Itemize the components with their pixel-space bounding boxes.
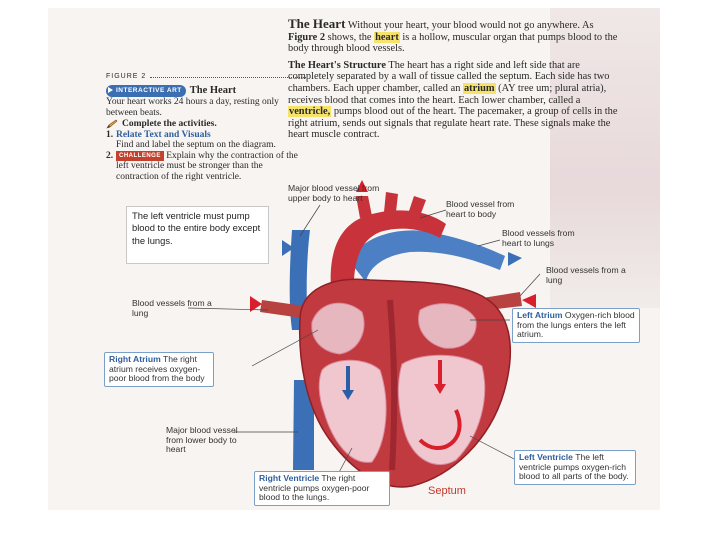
p1-part-b: shows, the xyxy=(325,31,375,43)
right-atrium-box xyxy=(104,352,214,387)
answer-callout: The left ventricle must pump blood to the entire body except the lungs. xyxy=(126,206,269,264)
right-atrium-desc: The right atrium receives oxygen-poor blood from the body xyxy=(109,354,205,384)
pulmonary-artery xyxy=(350,230,505,282)
leader-lung-left xyxy=(520,274,540,296)
leader-left-ventricle xyxy=(470,436,516,460)
label-major-lower: Major blood vessel from lower body to heart xyxy=(166,425,238,455)
label-to-lungs: Blood vessels from heart to lungs xyxy=(502,228,575,248)
left-atrium-name: Left Atrium xyxy=(517,310,563,320)
label-from-lung-right: Blood vessels from a lung xyxy=(132,298,212,318)
left-ventricle-box xyxy=(514,450,636,485)
heading-structure: The Heart's Structure xyxy=(288,59,386,71)
p2-part-a: The heart has a right side and left side that are completely separated by a wall of tissue called the septum. Each side has two chambers. Each upper chamber, called an xyxy=(288,59,610,94)
term-ventricle: ventricle, xyxy=(289,106,331,118)
arrow-out-lungs xyxy=(508,252,522,266)
step-1-text: Find and label the septum on the diagram. xyxy=(116,140,276,150)
figure-ref: Figure 2 xyxy=(288,31,326,43)
step-2-text: Explain why the contraction of the left ventricle must be stronger than the contraction of the right ventricle. xyxy=(116,150,298,182)
p1-part-a: Without your heart, your blood would not go anywhere. As xyxy=(347,20,594,31)
right-ventricle-desc: The right ventricle pumps oxygen-poor blood to the lungs. xyxy=(259,473,370,503)
activities-heading-text: Complete the activities. xyxy=(122,119,217,129)
sidebar-intro: Your heart works 24 hours a day, resting only between beats. xyxy=(106,97,279,118)
leader-major-upper xyxy=(300,205,320,236)
right-ventricle-chamber xyxy=(319,360,386,462)
p2-part-b: (AY tree um; plural atria), receives blood that comes into the heart. Each lower chamber, called a xyxy=(288,82,607,106)
label-septum: Septum xyxy=(428,485,466,497)
label-major-upper: Major blood vessel from upper body to heart xyxy=(288,183,380,203)
term-atrium: atrium xyxy=(463,82,495,94)
label-to-body: Blood vessel from heart to body xyxy=(446,199,515,219)
left-ventricle-name: Left Ventricle xyxy=(519,452,573,462)
heading-the-heart: The Heart xyxy=(288,16,346,31)
step-2-number: 2. xyxy=(106,150,114,161)
figure-label: FIGURE 2 xyxy=(106,73,147,80)
left-atrium-desc: Oxygen-rich blood from the lungs enters the left atrium. xyxy=(517,310,635,340)
interactive-art-title: The Heart xyxy=(189,84,237,96)
page-footer-strip xyxy=(52,505,660,509)
right-ventricle-box xyxy=(254,471,390,506)
p2-part-c: pumps blood out of the heart. The pacemaker, a group of cells in the right atrium, sends out signals that regulate heart rate. These signals make the heart muscle contract. xyxy=(288,106,618,141)
p1-part-c: is a hollow, muscular organ that pumps blood to the body through blood vessels. xyxy=(288,31,618,55)
right-atrium-name: Right Atrium xyxy=(109,354,161,364)
step-1-number: 1. xyxy=(106,129,114,140)
aorta-branch-3 xyxy=(408,196,426,216)
label-from-lung-left: Blood vessels from a lung xyxy=(546,265,626,285)
step-1-title: Relate Text and Visuals xyxy=(116,129,211,140)
left-atrium-box xyxy=(512,308,640,343)
term-heart: heart xyxy=(375,31,399,43)
left-ventricle-desc: The left ventricle pumps oxygen-rich blood to all parts of the body. xyxy=(519,452,629,482)
right-ventricle-name: Right Ventricle xyxy=(259,473,320,483)
challenge-badge: CHALLENGE xyxy=(116,151,164,162)
arrow-in-lung-left xyxy=(522,294,536,308)
leader-to-lungs xyxy=(478,240,500,246)
interactive-art-badge: INTERACTIVE ART xyxy=(106,85,186,98)
